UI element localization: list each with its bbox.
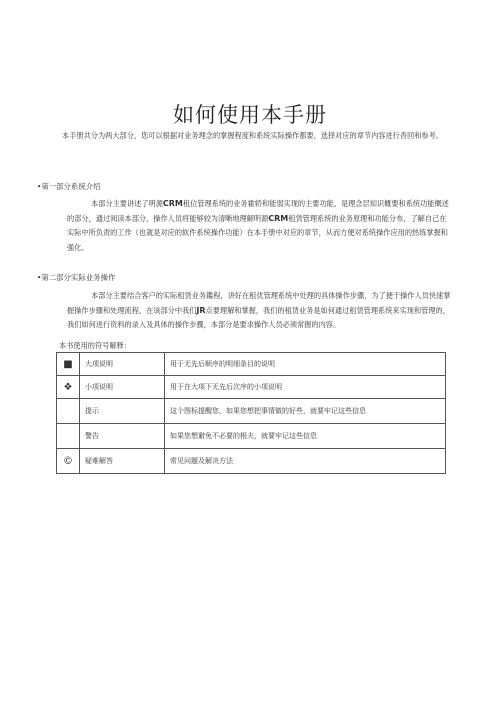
legend-name: 警告: [80, 424, 165, 449]
legend-row: [57, 449, 446, 474]
section1-text-c: 租赁管理系统的业务原理和功能分布，了解自己在实际中所负责的工作（也就是对应的软件系统操作功能）在本手册中对应的章节，从而方便对系统操作应用的热练掌握和强化。: [67, 213, 448, 252]
diamond-bullet-icon: ❖: [57, 376, 80, 399]
legend-name: 疑难解答: [80, 449, 165, 474]
section1-crm-2: CRM: [268, 213, 289, 223]
section2-jr: JR: [196, 305, 206, 315]
copyright-icon: ©: [57, 449, 80, 474]
legend-desc: 用于在大项下无先后次序的小项说明: [165, 376, 446, 399]
section1-heading: •第一部分系统介绍: [37, 182, 101, 191]
legend-desc: 用于无先后顺序的明细条目的说明: [165, 353, 446, 376]
section2-paragraph: [67, 289, 453, 333]
section1-paragraph: [67, 197, 453, 255]
legend-name: 小项说明: [80, 376, 165, 399]
legend-name: 提示: [80, 399, 165, 424]
section1-text-a: 本部分主要讲述了明源: [91, 199, 163, 208]
warning-icon: [57, 424, 80, 449]
intro-paragraph: 本手册共分为两大部分，您可以根据对业务理念的掌握程度和系统实际操作都要，选择对应的章节内容进行杳回和参考。: [62, 131, 443, 140]
legend-row: [57, 399, 446, 424]
tip-icon: [57, 399, 80, 424]
legend-row: [57, 376, 446, 399]
legend-desc: 如果您想避免不必要的根夫，就要牢记这些信息: [165, 424, 446, 449]
legend-desc: 常见问題及解决方法: [165, 449, 446, 474]
symbol-legend-table: [56, 352, 446, 474]
legend-row: [57, 353, 446, 376]
page-title: 如何使用本手册: [173, 103, 327, 127]
square-bullet-icon: ■: [57, 353, 80, 376]
legend-caption: 本书使用的符号解释：: [59, 341, 131, 350]
section2-heading: •第二部分实际业务操作: [37, 273, 116, 282]
legend-row: [57, 424, 446, 449]
section1-crm-1: CRM: [162, 199, 183, 208]
legend-name: 大项说明: [80, 353, 165, 376]
section1-text-b: 租位管理系统的业务霍轿和能弱实现的主要功能，是理念层知识概要和系统功能概述的部分，通过阅读本部分，操作人员将能够较为清晰地理解明源: [67, 199, 449, 223]
section2-text-b: 点要理解和掌握，我们的租赁业务是如何通过租赁管理系统来实现和管理的，我们如何进行资料的录入及具体的操作步骤，本部分是要求操作人员必须常握的内容。: [67, 305, 450, 329]
section2-text-a: 本部分主要结合客户的实际租赁业务鑑程，讲好在租优管理系统中处理的具体操作步骤，为了便于操作人员快速掌握操作步骤和处理流程，在该部分中我们: [67, 291, 451, 315]
legend-desc: 这个图标提醒您，如果您想把事情做的好些，就要牢记这些信息: [165, 399, 446, 424]
